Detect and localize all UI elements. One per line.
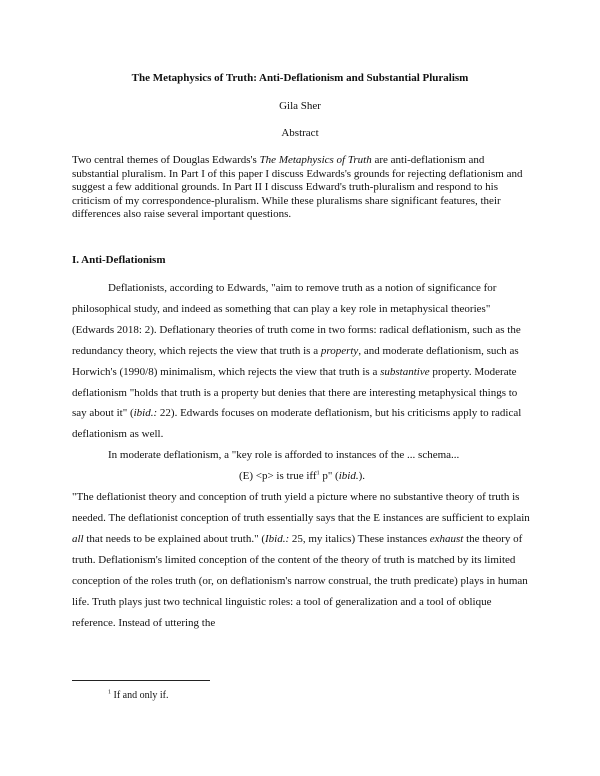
schema-line: (E) <p> is true iff$^1$ p" (ibid.). [238, 470, 366, 483]
paper-title: The Metaphysics of Truth: Anti-Deflationism and Substantial Pluralism [131, 72, 469, 84]
footnote-ref: 1 [316, 470, 320, 477]
footnote: $^1$ If and only if. [108, 689, 169, 701]
abstract-text: Two central themes of Douglas Edwards's The Metaphysics of Truth are anti-deflationism and substantial pluralism. In Part I of this paper I discuss Edwards's grounds for rejecting deflationism and suggest a few additional grounds. In Part II I discuss Edward's truth-pluralism and respond to his criticism of my correspondence-pluralism. While these pluralisms share significant features, their differences also raise several important questions. [72, 154, 523, 221]
section-heading: I. Anti-Deflationism [72, 254, 166, 266]
abstract-heading: Abstract [281, 127, 319, 139]
author-name: Gila Sher [279, 100, 321, 112]
paragraph-1: Deflationists, according to Edwards, "aim to remove truth as a notion of significance for philosophical study, and indeed as something that can play a key role in metaphysical theories" (Edwards 2018: 2). Deflationary theories of truth come in two forms: radical deflationism, such as the redundancy theory, which rejects the view that truth is a property, and moderate deflationism, such as Horwich's (1990/8) minimalism, which rejects the view that truth is a substantive property. Moderate deflationism "holds that truth is a property but denies that there are interesting metaphysical things to say about it" (ibid.: 22). Edwards focuses on moderate deflationism, but his criticisms apply to radical deflationism as well. [72, 282, 522, 441]
body-text [72, 278, 532, 633]
paragraph-3: "The deflationist theory and conception of truth yield a picture where no substantive theory of truth is needed. The deflationist conception of truth essentially says that the E instances are sufficient to explain all that needs to be explained about truth." (Ibid.: 25, my italics) These instances exhaust the theory of truth. Deflationism's limited conception of the content of the theory of truth is matched by its limited conception of the roles truth (or, on deflationism's narrow construal, the truth predicate) plays in human life. Truth plays just two technical linguistic roles: a tool of generalization and a tool of oblique reference. Instead of uttering the [72, 491, 530, 629]
footnote-divider [72, 680, 210, 681]
footnote-mark: 1 [108, 689, 111, 696]
paragraph-2: In moderate deflationism, a "key role is afforded to instances of the ... schema... [108, 449, 460, 462]
